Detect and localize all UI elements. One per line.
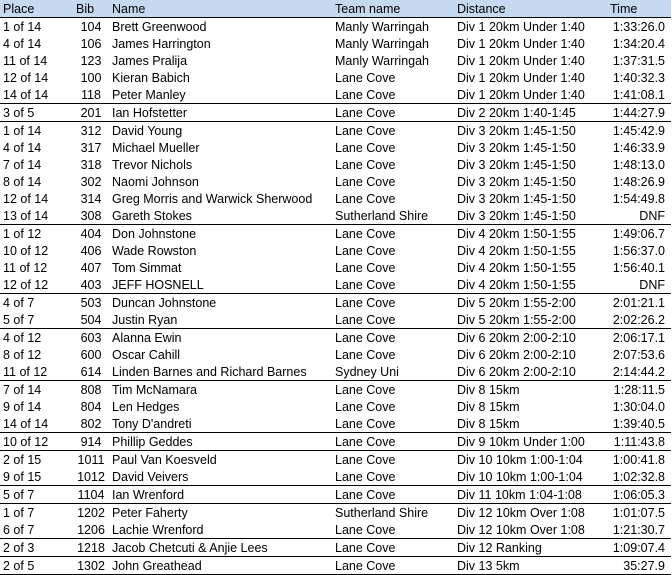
cell-distance: Div 3 20km 1:45-1:50 [457,208,576,223]
cell-bib: 1011 [73,451,109,469]
cell-bib: 1012 [77,469,105,484]
cell-time: 1:40:32.3 [612,70,665,85]
cell-distance: Div 5 20km 1:55-2:00 [454,294,607,312]
cell-bib: 600 [80,347,102,362]
cell-name: James Pralija [112,53,188,68]
cell-distance: Div 12 10km Over 1:08 [457,522,585,537]
cell-distance: Div 6 20km 2:00-2:10 [457,347,576,362]
cell-name: Don Johnstone [109,225,332,243]
cell-distance: Div 13 5km [454,557,607,575]
cell-distance: Div 8 15km [457,416,520,431]
table-row [0,504,671,522]
cell-time: 1:00:41.8 [607,451,671,469]
cell-place: 5 of 7 [0,486,73,504]
cell-team: Lane Cove [335,191,396,206]
cell-name: Len Hedges [112,399,180,414]
cell-team: Lane Cove [332,104,454,122]
cell-name: Phillip Geddes [109,433,332,451]
cell-bib: 118 [81,87,101,102]
cell-name: Tom Simmat [112,260,182,275]
cell-team: Lane Cove [332,557,454,575]
table-row [0,539,671,557]
cell-team: Lane Cove [332,433,454,451]
cell-time: 1:21:30.7 [612,522,665,537]
cell-team: Lane Cove [332,381,454,399]
cell-name: Paul Van Koesveld [109,451,332,469]
table-row [0,122,671,140]
cell-place: 8 of 14 [3,174,42,189]
cell-name: Ian Wrenford [109,486,332,504]
cell-time: 1:30:04.0 [612,399,665,414]
cell-time: 1:11:43.8 [607,433,671,451]
cell-time: 2:07:53.6 [612,347,665,362]
table-row [0,311,671,329]
cell-place: 1 of 12 [0,225,73,243]
cell-team: Manly Warringah [335,19,430,34]
cell-name: David Veivers [112,469,189,484]
table-row [0,398,671,415]
cell-bib: 404 [73,225,109,243]
table-row [0,52,671,69]
cell-team: Lane Cove [335,399,396,414]
cell-team: Lane Cove [335,87,396,102]
cell-team: Lane Cove [332,122,454,140]
table-row [0,346,671,363]
cell-name: Trevor Nichols [112,157,193,172]
cell-name: Ian Hofstetter [109,104,332,122]
cell-distance: Div 4 20km 1:50-1:55 [457,260,576,275]
cell-team: Sutherland Shire [332,504,454,522]
cell-time: 2:01:21.1 [607,294,671,312]
cell-bib: 914 [73,433,109,451]
cell-time: 1:48:26.9 [612,174,665,189]
cell-place: 13 of 14 [3,208,49,223]
cell-time: 1:33:26.0 [612,19,665,34]
cell-bib: 104 [80,19,102,34]
table-row [0,294,671,312]
cell-time: 1:41:08.1 [612,87,665,102]
cell-distance: Div 3 20km 1:45-1:50 [457,191,576,206]
cell-time: 1:56:40.1 [612,260,665,275]
results-body [0,18,671,575]
cell-distance: Div 6 20km 2:00-2:10 [454,329,607,347]
cell-name: Brett Greenwood [112,19,207,34]
table-row [0,468,671,486]
cell-place: 5 of 7 [3,312,35,327]
cell-time: DNF [639,277,665,292]
cell-bib: 504 [80,312,102,327]
cell-bib: 407 [80,260,102,275]
cell-place: 7 of 14 [0,381,73,399]
cell-bib: 302 [80,174,102,189]
cell-team: Lane Cove [335,522,396,537]
cell-bib: 1302 [73,557,109,575]
header-bib: Bib [73,0,109,18]
cell-time: 1:02:32.8 [612,469,665,484]
table-row [0,35,671,52]
cell-time: 1:28:11.5 [607,381,671,399]
cell-bib: 1104 [73,486,109,504]
cell-name: Peter Manley [112,87,186,102]
table-row [0,190,671,207]
cell-bib: 403 [80,277,102,292]
cell-place: 2 of 3 [0,539,73,557]
header-row [0,0,671,18]
cell-time: 1:06:05.3 [607,486,671,504]
cell-bib: 317 [80,140,102,155]
cell-team: Lane Cove [332,486,454,504]
cell-time: DNF [639,208,665,223]
header-time: Time [607,0,671,18]
table-row [0,415,671,433]
cell-name: Jacob Chetcuti & Anjie Lees [109,539,332,557]
cell-time: 35:27.9 [607,557,671,575]
cell-place: 14 of 14 [3,87,49,102]
cell-bib: 106 [80,36,102,51]
cell-name: Justin Ryan [112,312,178,327]
table-row [0,521,671,539]
cell-place: 7 of 14 [3,157,42,172]
cell-team: Lane Cove [335,347,396,362]
cell-place: 14 of 14 [3,416,49,431]
cell-time: 2:06:17.1 [607,329,671,347]
cell-bib: 123 [80,53,102,68]
cell-team: Manly Warringah [335,53,430,68]
cell-team: Lane Cove [335,312,396,327]
table-row [0,557,671,575]
table-row [0,433,671,451]
cell-distance: Div 3 20km 1:45-1:50 [457,174,576,189]
cell-bib: 1218 [73,539,109,557]
cell-place: 3 of 5 [0,104,73,122]
cell-bib: 804 [80,399,102,414]
cell-name: JEFF HOSNELL [112,277,204,292]
cell-time: 1:56:37.0 [612,243,665,258]
cell-bib: 1206 [77,522,105,537]
cell-time: 1:48:13.0 [612,157,665,172]
cell-time: 1:49:06.7 [607,225,671,243]
cell-name: Wade Rowston [112,243,197,258]
table-row [0,259,671,276]
cell-place: 1 of 7 [0,504,73,522]
cell-place: 4 of 14 [3,36,42,51]
cell-time: 1:01:07.5 [607,504,671,522]
cell-place: 2 of 15 [0,451,73,469]
cell-place: 4 of 14 [3,140,42,155]
table-row [0,173,671,190]
table-row [0,451,671,469]
cell-distance: Div 2 20km 1:40-1:45 [454,104,607,122]
cell-place: 11 of 14 [3,53,48,68]
cell-name: Oscar Cahill [112,347,181,362]
cell-time: 1:44:27.9 [607,104,671,122]
cell-bib: 312 [73,122,109,140]
cell-team: Sydney Uni [335,364,399,379]
cell-name: Gareth Stokes [112,208,192,223]
table-row [0,104,671,122]
cell-time: 2:14:44.2 [612,364,665,379]
cell-team: Lane Cove [332,329,454,347]
cell-distance: Div 1 20km Under 1:40 [457,19,585,34]
cell-place: 11 of 12 [3,364,48,379]
cell-distance: Div 6 20km 2:00-2:10 [457,364,576,379]
cell-distance: Div 4 20km 1:50-1:55 [457,277,576,292]
cell-bib: 1202 [73,504,109,522]
cell-place: 12 of 14 [3,70,49,85]
cell-distance: Div 4 20km 1:50-1:55 [457,243,576,258]
cell-bib: 100 [80,70,102,85]
cell-name: Peter Faherty [109,504,332,522]
cell-name: Alanna Ewin [109,329,332,347]
cell-team: Manly Warringah [335,36,430,51]
cell-bib: 318 [80,157,102,172]
cell-place: 8 of 12 [3,347,42,362]
cell-distance: Div 8 15km [457,399,520,414]
cell-distance: Div 4 20km 1:50-1:55 [454,225,607,243]
cell-place: 6 of 7 [3,522,35,537]
cell-place: 12 of 14 [3,191,49,206]
cell-distance: Div 10 10km 1:00-1:04 [457,469,583,484]
cell-distance: Div 1 20km Under 1:40 [457,87,585,102]
cell-team: Lane Cove [335,260,396,275]
cell-team: Lane Cove [335,140,396,155]
cell-team: Lane Cove [335,174,396,189]
cell-name: Lachie Wrenford [112,522,204,537]
cell-team: Lane Cove [335,157,396,172]
cell-time: 1:54:49.8 [612,191,665,206]
cell-team: Sutherland Shire [335,208,429,223]
table-row [0,18,671,36]
cell-place: 4 of 12 [0,329,73,347]
cell-bib: 614 [80,364,102,379]
cell-name: Michael Mueller [112,140,200,155]
cell-time: 1:37:31.5 [612,53,665,68]
table-row [0,156,671,173]
cell-bib: 603 [73,329,109,347]
header-team: Team name [332,0,454,18]
cell-place: 12 of 12 [3,277,49,292]
cell-place: 2 of 5 [0,557,73,575]
header-distance: Distance [454,0,607,18]
cell-name: Naomi Johnson [112,174,199,189]
cell-bib: 802 [80,416,102,431]
table-row [0,69,671,86]
table-row [0,276,671,294]
cell-distance: Div 11 10km 1:04-1:08 [454,486,607,504]
table-row [0,225,671,243]
cell-distance: Div 9 10km Under 1:00 [454,433,607,451]
cell-name: Tony D'andreti [112,416,192,431]
cell-bib: 503 [73,294,109,312]
cell-team: Lane Cove [335,469,396,484]
cell-team: Lane Cove [335,243,396,258]
table-row [0,242,671,259]
cell-time: 1:45:42.9 [607,122,671,140]
cell-bib: 308 [80,208,102,223]
cell-distance: Div 3 20km 1:45-1:50 [457,140,576,155]
cell-name: John Greathead [109,557,332,575]
cell-name: James Harrington [112,36,211,51]
header-place: Place [0,0,73,18]
cell-place: 4 of 7 [0,294,73,312]
cell-time: 1:39:40.5 [612,416,665,431]
cell-distance: Div 5 20km 1:55-2:00 [457,312,576,327]
cell-team: Lane Cove [335,277,396,292]
cell-team: Lane Cove [335,416,396,431]
cell-bib: 314 [80,191,102,206]
cell-time: 2:02:26.2 [612,312,665,327]
cell-name: Linden Barnes and Richard Barnes [112,364,307,379]
table-row [0,207,671,225]
table-row [0,486,671,504]
table-row [0,381,671,399]
cell-name: Duncan Johnstone [109,294,332,312]
cell-bib: 201 [73,104,109,122]
cell-name: Tim McNamara [109,381,332,399]
cell-team: Lane Cove [332,294,454,312]
cell-place: 1 of 14 [0,122,73,140]
cell-place: 10 of 12 [3,243,49,258]
header-name: Name [109,0,332,18]
cell-place: 1 of 14 [3,19,42,34]
cell-place: 10 of 12 [0,433,73,451]
cell-team: Lane Cove [332,225,454,243]
cell-distance: Div 1 20km Under 1:40 [457,70,585,85]
cell-distance: Div 3 20km 1:45-1:50 [454,122,607,140]
cell-distance: Div 8 15km [454,381,607,399]
cell-team: Lane Cove [332,539,454,557]
cell-time: 1:34:20.4 [612,36,665,51]
table-row [0,329,671,347]
cell-time: 1:46:33.9 [612,140,665,155]
table-row [0,86,671,104]
table-row [0,363,671,381]
cell-place: 11 of 12 [3,260,48,275]
cell-distance: Div 3 20km 1:45-1:50 [457,157,576,172]
cell-distance: Div 12 10km Over 1:08 [454,504,607,522]
cell-team: Lane Cove [335,70,396,85]
cell-time: 1:09:07.4 [607,539,671,557]
cell-distance: Div 12 Ranking [454,539,607,557]
cell-name: Greg Morris and Warwick Sherwood [112,191,313,206]
cell-team: Lane Cove [332,451,454,469]
cell-bib: 808 [73,381,109,399]
cell-name: Kieran Babich [112,70,190,85]
cell-distance: Div 1 20km Under 1:40 [457,36,585,51]
cell-bib: 406 [80,243,102,258]
cell-place: 9 of 15 [3,469,42,484]
cell-distance: Div 1 20km Under 1:40 [457,53,585,68]
cell-place: 9 of 14 [3,399,42,414]
cell-name: David Young [109,122,332,140]
cell-distance: Div 10 10km 1:00-1:04 [454,451,607,469]
table-row [0,139,671,156]
